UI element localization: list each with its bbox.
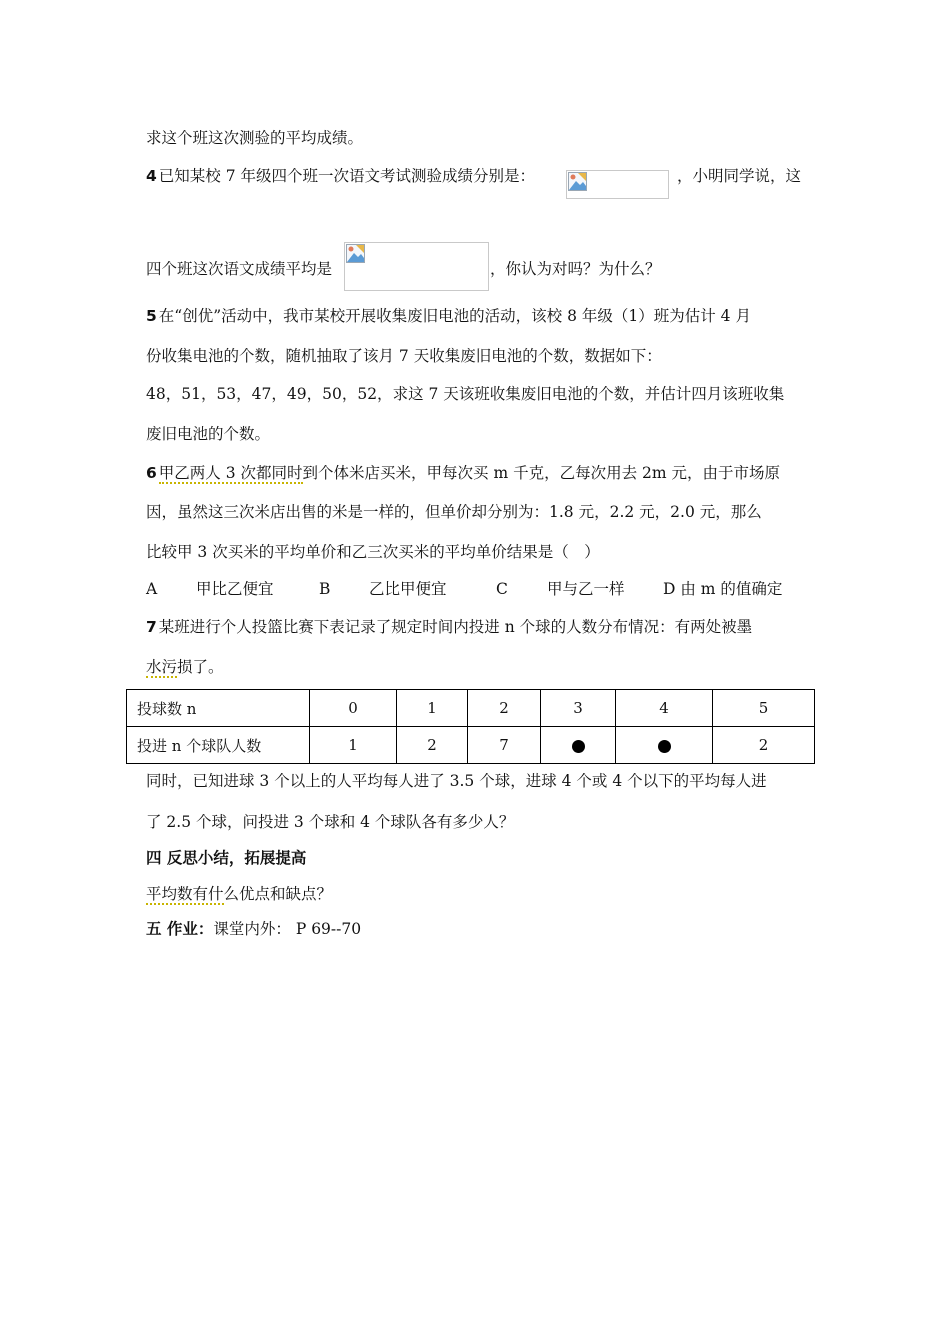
section-heading: 四 反思小结，拓展提高 <box>146 849 307 867</box>
ink-blot-icon <box>572 740 585 753</box>
question-7-line-1 <box>146 617 752 637</box>
question-number: 5 <box>146 307 157 325</box>
table-cell: 5 <box>713 690 815 727</box>
section-text <box>146 884 332 904</box>
option-d: D 由 m 的值确定 <box>663 580 783 598</box>
table-cell: 2 <box>397 727 468 764</box>
question-5-line-1 <box>146 306 751 326</box>
question-7-line-4: 了 2.5 个球，问投进 3 个球和 4 个球队各有多少人？ <box>146 813 515 831</box>
broken-image-icon <box>346 244 365 263</box>
option-b-letter: B <box>319 580 331 598</box>
question-text: 到个体米店买米，甲每次买 m 千克，乙每次用去 2m 元，由于市场原 <box>302 464 780 482</box>
formula-image <box>344 242 489 291</box>
question-number: 6 <box>146 464 157 482</box>
table-cell: 4 <box>616 690 713 727</box>
homework-label: 五 作业： <box>146 920 214 938</box>
question-text: 在“创优”活动中，我市某校开展收集废旧电池的活动，该校 8 年级（1）班为估计 4 月 <box>158 307 751 325</box>
question-5-line-3: 48，51，53，47，49，50，52，求这 7 天该班收集废旧电池的个数，并估计四月该班收集 <box>146 385 785 403</box>
score-table <box>126 689 815 764</box>
ink-blot-cell <box>616 727 713 764</box>
option-a: 甲比乙便宜 <box>196 580 274 598</box>
option-b: 乙比甲便宜 <box>369 580 447 598</box>
question-4-line-2-end: ，你认为对吗？为什么？ <box>490 260 661 278</box>
question-4-line-1 <box>146 166 535 186</box>
question-6-line-3: 比较甲 3 次买米的平均单价和乙三次买米的平均单价结果是（ ） <box>146 543 600 561</box>
option-a-letter: A <box>146 580 158 598</box>
question-text: 甲乙两人 3 次都同时 <box>158 464 303 482</box>
question-7-line-3: 同时，已知进球 3 个以上的人平均每人进了 3.5 个球，进球 4 个或 4 个以下的平均每人进 <box>146 772 767 790</box>
formula-image <box>566 170 669 199</box>
question-number: 7 <box>146 618 157 636</box>
question-4-line-2: 四个班这次语文成绩平均是 <box>146 260 333 278</box>
question-6-line-2: 因，虽然这三次米店出售的米是一样的，但单价却分别为：1.8 元，2.2 元，2.0 元，那么 <box>146 503 762 521</box>
option-c: 甲与乙一样 <box>547 580 625 598</box>
table-cell: 3 <box>541 690 616 727</box>
ink-blot-icon <box>658 740 671 753</box>
question-text: 某班进行个人投篮比赛下表记录了规定时间内投进 n 个球的人数分布情况：有两处被墨 <box>158 618 753 636</box>
option-c-letter: C <box>496 580 508 598</box>
question-number: 4 <box>146 167 157 185</box>
table-cell: 2 <box>468 690 541 727</box>
row-header: 投球数 n <box>127 690 310 727</box>
question-6-line-1 <box>146 463 780 483</box>
question-7-line-2 <box>146 657 224 677</box>
homework-text: 课堂内外： P 69--70 <box>213 920 362 938</box>
section-text-part: 么优点和缺点？ <box>223 885 333 903</box>
row-header: 投进 n 个球队人数 <box>127 727 310 764</box>
ink-blot-cell <box>541 727 616 764</box>
section-text-part: 平均数有什 <box>146 885 224 903</box>
question-text: 损了。 <box>177 658 224 676</box>
table-cell: 0 <box>310 690 397 727</box>
table-cell: 7 <box>468 727 541 764</box>
text-line: 求这个班这次测验的平均成绩。 <box>146 129 364 147</box>
table-cell: 1 <box>310 727 397 764</box>
question-4-line-1-end: ，小明同学说，这 <box>677 167 802 185</box>
table-row <box>127 727 815 764</box>
question-text: 水污 <box>146 658 178 676</box>
table-cell: 2 <box>713 727 815 764</box>
question-5-line-2: 份收集电池的个数，随机抽取了该月 7 天收集废旧电池的个数，数据如下： <box>146 347 662 365</box>
table-cell: 1 <box>397 690 468 727</box>
question-5-line-4: 废旧电池的个数。 <box>146 425 271 443</box>
homework-line <box>146 919 361 939</box>
question-text: 已知某校 7 年级四个班一次语文考试测验成绩分别是： <box>158 167 536 185</box>
broken-image-icon <box>568 172 587 191</box>
table-row <box>127 690 815 727</box>
